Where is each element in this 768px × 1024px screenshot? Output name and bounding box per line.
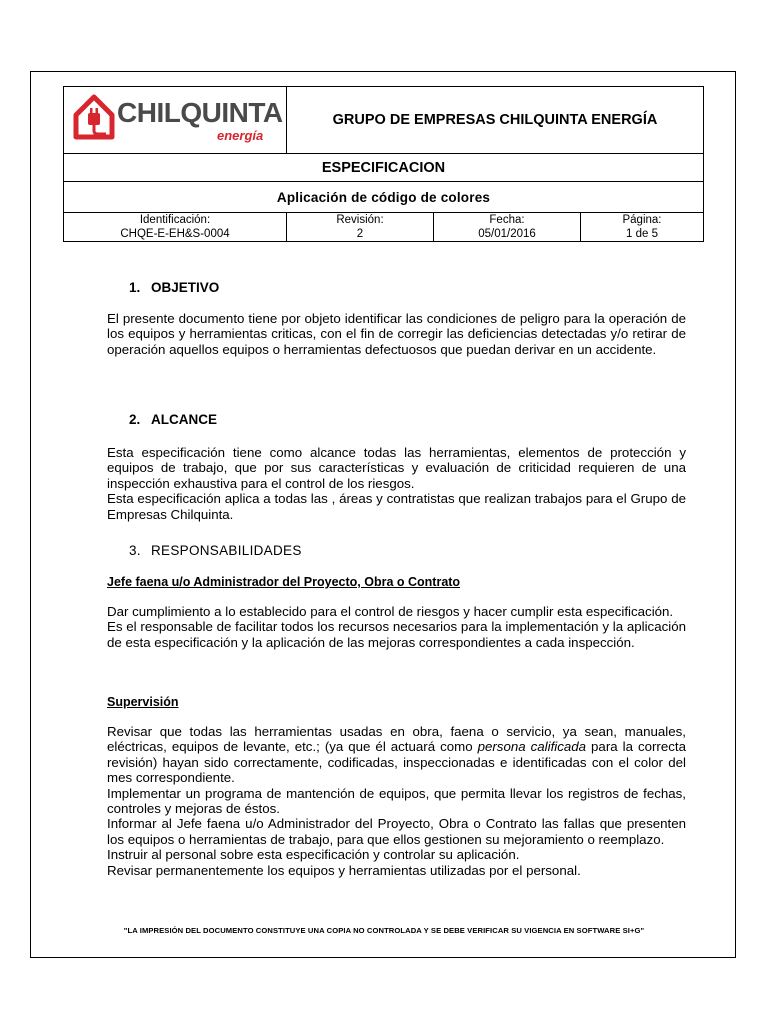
supervision-body [107,724,686,878]
paragraph: Dar cumplimiento a lo establecido para el control de riesgos y hacer cumplir esta especificación. [107,604,674,619]
subheading-supervision: Supervisión [107,695,179,709]
section-title: ALCANCE [151,412,217,427]
meta-fecha [434,213,581,242]
meta-label: Página: [622,214,662,226]
document-type: ESPECIFICACION [64,154,704,182]
logo-subtitle: energía [217,128,264,143]
paragraph: Esta especificación aplica a todas las , áreas y contratistas que realizan trabajos para el Grupo de Empresas Chilquinta. [107,491,686,522]
meta-value: CHQE-E-EH&S-0004 [120,228,230,240]
meta-value: 1 de 5 [626,228,658,240]
section-heading-responsabilidades [129,543,302,558]
text-run: Revisar que todas las herramientas usadas en obra, faena o servicio, ya sean, manuales, eléctricas, equipos de levante, etc.; (ya que él actuará como [107,724,686,755]
document-header-table [63,86,704,242]
document-title: Aplicación de código de colores [64,182,704,213]
subheading-jefe-faena: Jefe faena u/o Administrador del Proyecto, Obra o Contrato [107,575,461,589]
meta-label: Revisión: [336,214,384,226]
section-title: OBJETIVO [151,280,220,295]
section-body-alcance [107,445,686,522]
text-run: para la correcta revisión) hayan sido correctamente, codificadas, inspeccionadas e identificadas con el color del mes correspondiente. [107,739,686,786]
paragraph: Implementar un programa de mantención de equipos, que permita llevar los registros de fechas, controles y mejoras de éstos. [107,785,686,817]
paragraph: Informar al Jefe faena u/o Administrador del Proyecto, Obra o Contrato las fallas que presenten los equipos o herramientas de trabajo, para que ellos gestionen su mejoramiento o reemplazo. [107,816,686,847]
section-number: 2. [129,412,141,427]
company-name: GRUPO DE EMPRESAS CHILQUINTA ENERGÍA [287,87,704,154]
paragraph: El presente documento tiene por objeto identificar las condiciones de peligro para la operación de los equipos y herramientas criticas, con el fin de corregir las deficiencias detectadas y/o retirar de operación aquellos equipos o herramientas defectuosos que puedan derivar en un accidente. [107,311,686,357]
meta-revision [287,213,434,242]
meta-label: Identificación: [139,214,211,226]
section-heading-alcance [129,412,217,427]
paragraph: Esta especificación tiene como alcance todas las herramientas, elementos de protección y equipos de trabajo, que por sus características y evaluación de criticidad requieren de una inspección exhaustiva para el control de los riesgos. [107,445,686,491]
meta-value: 05/01/2016 [478,228,536,240]
section-heading-objetivo [129,280,219,295]
logo-wordmark: CHILQUINTA [117,97,283,128]
chilquinta-logo [72,93,282,147]
paragraph: Revisar permanentemente los equipos y herramientas utilizadas por el personal. [107,862,581,878]
section-number: 1. [129,280,141,295]
meta-identificacion [64,213,287,242]
section-body-objetivo [107,311,686,357]
house-plug-icon [72,93,116,141]
paragraph [107,724,686,786]
emphasis-persona-calificada: persona calificada [477,739,587,755]
paragraph: Es el responsable de facilitar todos los recursos necesarios para la implementación y la aplicación de esta especificación y la aplicación de las mejoras correspondientes a cada inspección. [107,619,686,650]
section-title: RESPONSABILIDADES [151,543,302,558]
meta-value: 2 [356,228,364,240]
meta-label: Fecha: [489,214,525,226]
meta-pagina [581,213,704,242]
jefe-faena-body [107,604,686,650]
logo-cell [64,87,287,154]
section-number: 3. [129,543,141,558]
footer-disclaimer: "LA IMPRESIÓN DEL DOCUMENTO CONSTITUYE UNA COPIA NO CONTROLADA Y SE DEBE VERIFICAR SU VIGENCIA EN SOFTWARE SI+G" [123,926,645,935]
paragraph: Instruir al personal sobre esta especificación y controlar su aplicación. [107,847,520,863]
